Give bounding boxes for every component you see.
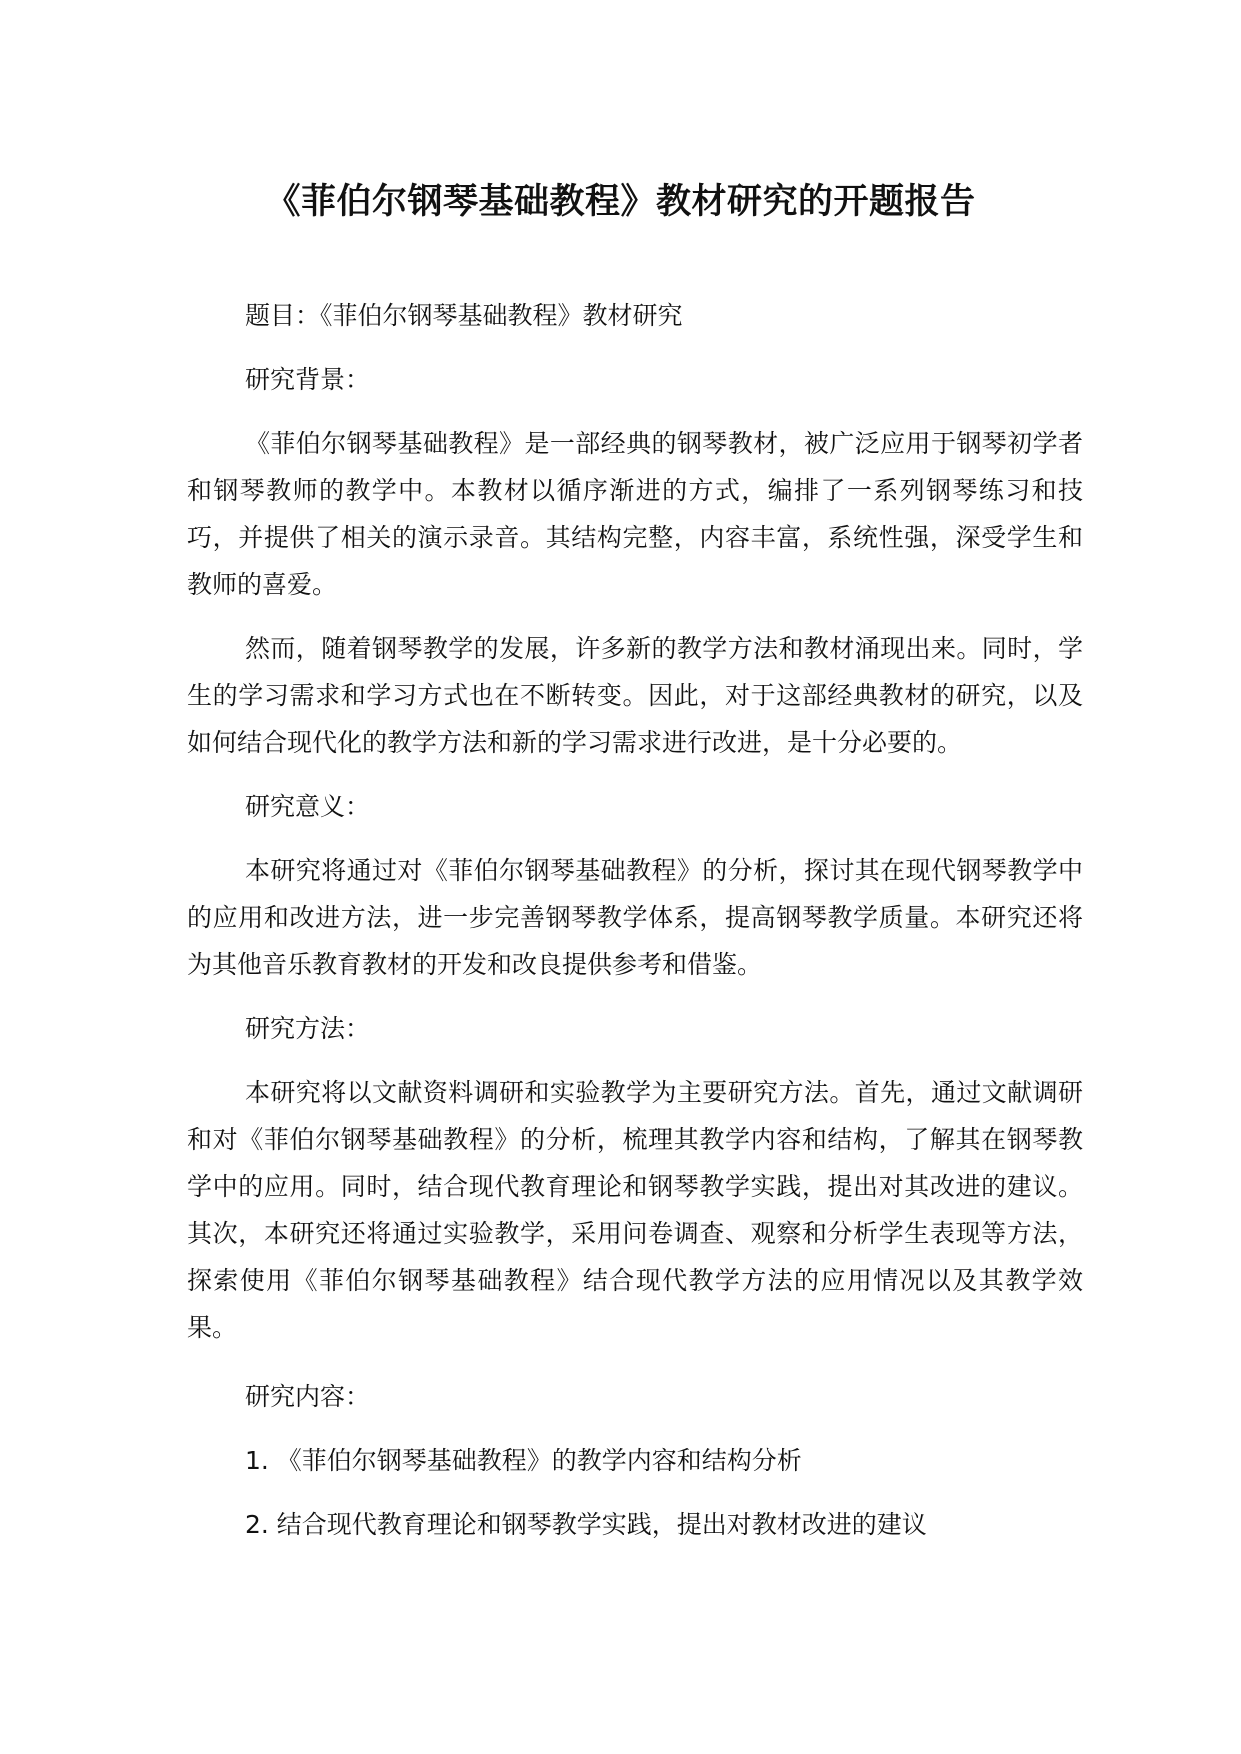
content-list-item-2: 2. 结合现代教育理论和钢琴教学实践，提出对教材改进的建议 (245, 1510, 927, 1539)
document-body (187, 292, 1083, 1548)
topic-line: 题目：《菲伯尔钢琴基础教程》教材研究 (245, 301, 683, 330)
section-heading-background: 研究背景： (245, 365, 371, 394)
background-paragraph-2: 然而，随着钢琴教学的发展，许多新的教学方法和教材涌现出来。同时，学生的学习需求和学习方式也在不断转变。因此，对于这部经典教材的研究，以及如何结合现代化的教学方法和新的学习需求进行改进，是十分必要的。 (187, 634, 1083, 757)
background-paragraph-1: 《菲伯尔钢琴基础教程》是一部经典的钢琴教材，被广泛应用于钢琴初学者和钢琴教师的教学中。本教材以循序渐进的方式，编排了一系列钢琴练习和技巧，并提供了相关的演示录音。其结构完整，内容丰富，系统性强，深受学生和教师的喜爱。 (187, 429, 1083, 599)
content-list-item-1: 1. 《菲伯尔钢琴基础教程》的教学内容和结构分析 (245, 1446, 802, 1475)
significance-paragraph: 本研究将通过对《菲伯尔钢琴基础教程》的分析，探讨其在现代钢琴教学中的应用和改进方法，进一步完善钢琴教学体系，提高钢琴教学质量。本研究还将为其他音乐教育教材的开发和改良提供参考和借鉴。 (187, 856, 1083, 979)
methods-paragraph: 本研究将以文献资料调研和实验教学为主要研究方法。首先，通过文献调研和对《菲伯尔钢琴基础教程》的分析，梳理其教学内容和结构，了解其在钢琴教学中的应用。同时，结合现代教育理论和钢琴教学实践，提出对其改进的建议。其次，本研究还将通过实验教学，采用问卷调查、观察和分析学生表现等方法，探索使用《菲伯尔钢琴基础教程》结合现代教学方法的应用情况以及其教学效果。 (187, 1078, 1083, 1342)
section-heading-methods: 研究方法： (245, 1014, 371, 1043)
section-heading-content: 研究内容： (245, 1382, 371, 1411)
section-heading-significance: 研究意义： (245, 792, 371, 821)
document-title: 《菲伯尔钢琴基础教程》教材研究的开题报告 (265, 182, 976, 222)
